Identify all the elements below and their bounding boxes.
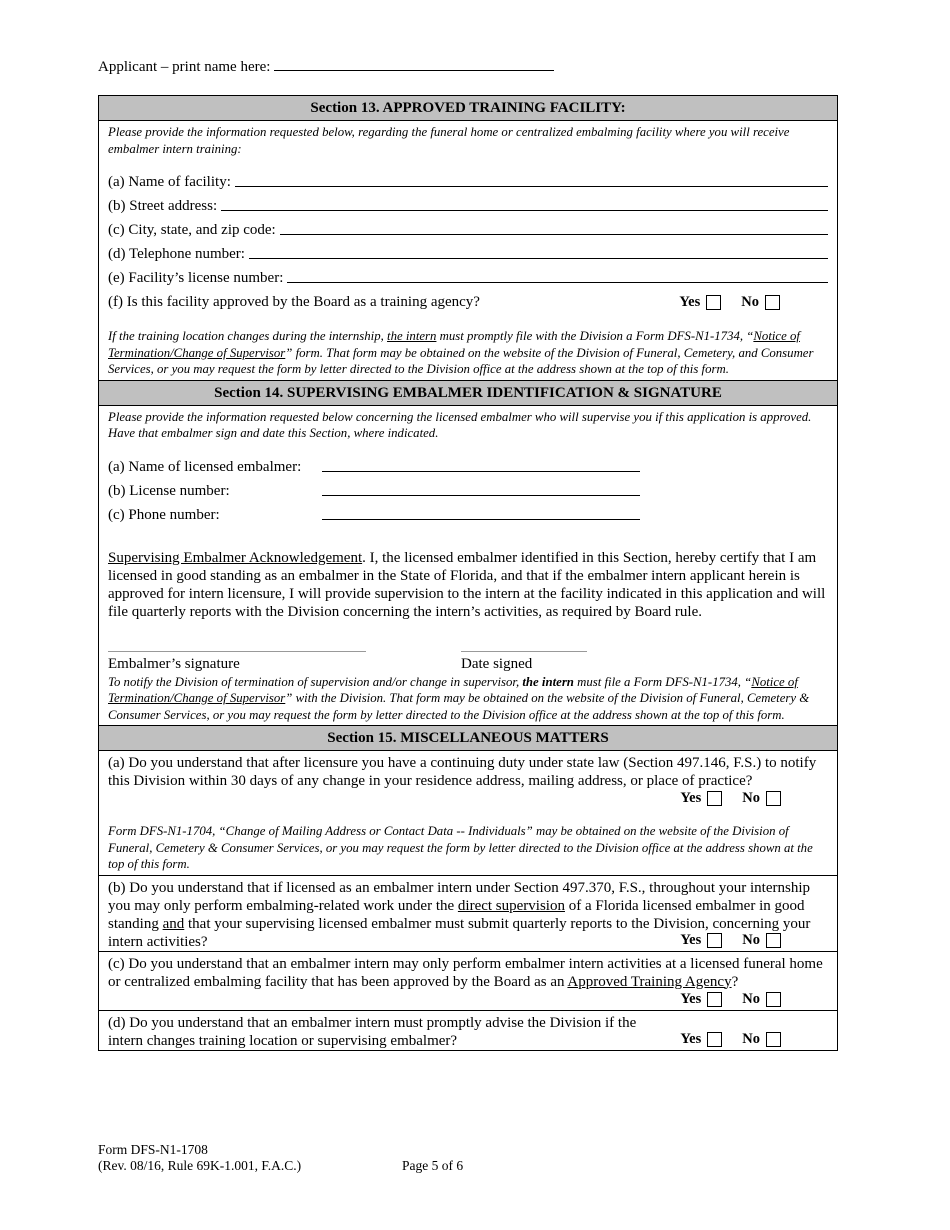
city-state-zip-label: (c) City, state, and zip code: — [108, 222, 276, 238]
no-label: No — [742, 931, 760, 948]
section-14-intro: Please provide the information requested below concerning the licensed embalmer who will supervise you if this application is approved. Have that embalmer sign and date this Section, where indicated. — [108, 409, 812, 440]
question-b-block — [99, 876, 837, 952]
no-label: No — [742, 990, 760, 1007]
embalmer-signature — [108, 651, 461, 673]
question-b-text: (b) Do you understand that if licensed as an embalmer intern under Section 497.370, F.S., throughout your internship you may only perform embalming-related work under the direct supervision of a Florida licensed embalmer in good standing and that your supervising licensed embalmer must submit quarterly reports to the Division, concerning your intern activities? — [108, 879, 811, 950]
yes-checkbox[interactable] — [707, 1032, 722, 1047]
no-checkbox[interactable] — [765, 295, 780, 310]
yes-label: Yes — [680, 790, 702, 806]
acknowledgement-title: Supervising Embalmer Acknowledgement — [108, 549, 363, 566]
yes-checkbox[interactable] — [706, 295, 721, 310]
no-checkbox[interactable] — [766, 791, 781, 806]
page-number: Page 5 of 6 — [402, 1158, 464, 1173]
embalmer-phone-row — [99, 503, 837, 527]
question-a-note: Form DFS-N1-1704, “Change of Mailing Address or Contact Data -- Individuals” may be obtained on the website of the Division of Funeral, Cemetery & Consumer Services, or you may request the form by letter directed to the Division office at the address shown at the top of this form. — [108, 824, 813, 871]
date-line[interactable] — [461, 651, 587, 652]
yes-label: Yes — [680, 1030, 702, 1047]
question-a-answer — [99, 790, 837, 809]
yes-label: Yes — [679, 294, 701, 310]
embalmer-name-label: (a) Name of licensed embalmer: — [108, 458, 302, 475]
no-checkbox[interactable] — [766, 1032, 781, 1047]
yes-label: Yes — [680, 931, 702, 948]
no-checkbox[interactable] — [766, 992, 781, 1007]
facility-license-label: (e) Facility’s license number: — [108, 270, 284, 286]
applicant-name-row — [98, 56, 554, 76]
embalmer-license-field[interactable] — [322, 494, 640, 496]
embalmer-phone-label: (c) Phone number: — [108, 506, 220, 523]
street-address-row — [99, 194, 837, 218]
embalmer-name-row — [99, 455, 837, 479]
question-a-block — [99, 751, 837, 876]
date-signed — [461, 651, 587, 673]
yes-checkbox[interactable] — [707, 992, 722, 1007]
embalmer-name-field[interactable] — [322, 470, 640, 472]
question-c-text: (c) Do you understand that an embalmer intern may only perform embalmer intern activities at a licensed funeral home or centralized embalming facility that has been approved by the Board as an Approved Training Agency? — [108, 955, 823, 990]
embalmer-license-label: (b) License number: — [108, 482, 230, 499]
facility-name-field[interactable] — [235, 185, 828, 187]
city-state-zip-field[interactable] — [280, 233, 828, 235]
telephone-field[interactable] — [249, 257, 828, 259]
street-address-label: (b) Street address: — [108, 198, 218, 214]
telephone-row — [99, 242, 837, 266]
question-d-block — [99, 1011, 837, 1050]
facility-license-field[interactable] — [287, 281, 828, 283]
no-label: No — [742, 790, 760, 806]
facility-name-label: (a) Name of facility: — [108, 174, 231, 190]
form-number: Form DFS-N1-1708 — [98, 1142, 208, 1157]
approved-agency-yes-no — [679, 290, 780, 314]
facility-license-row — [99, 266, 837, 290]
date-label: Date signed — [461, 655, 533, 672]
section-13-title: Section 13. APPROVED TRAINING FACILITY: — [99, 96, 837, 121]
question-d-text: (d) Do you understand that an embalmer intern must promptly advise the Division if the intern changes training location or supervising embalmer? — [108, 1014, 637, 1049]
signature-row — [99, 651, 837, 673]
embalmer-acknowledgement: Supervising Embalmer Acknowledgement. I, the licensed embalmer identified in this Section, hereby certify that I am licensed in good standing as an embalmer in the State of Florida, and that if the embalmer intern applicant herein is approved for intern licensure, I will provide supervision to the intern at the facility indicated in this application and will file quarterly reports with the Division concerning the intern’s activities, as required by Board rule. — [108, 549, 826, 620]
city-state-zip-row — [99, 218, 837, 242]
facility-name-row — [99, 170, 837, 194]
signature-label: Embalmer’s signature — [108, 655, 240, 672]
yes-checkbox[interactable] — [707, 791, 722, 806]
telephone-label: (d) Telephone number: — [108, 246, 245, 262]
form-footer — [98, 1142, 301, 1174]
approved-agency-question: (f) Is this facility approved by the Board as a training agency? — [108, 294, 480, 310]
question-a-text: (a) Do you understand that after licensure you have a continuing duty under state law (Section 497.146, F.S.) to notify this Division within 30 days of any change in your residence address, mailing address, or place of practice? — [108, 755, 817, 789]
section-15-title: Section 15. MISCELLANEOUS MATTERS — [99, 725, 837, 751]
form-revision: (Rev. 08/16, Rule 69K-1.001, F.A.C.) — [98, 1158, 302, 1173]
question-c-block — [99, 952, 837, 1011]
yes-label: Yes — [680, 990, 702, 1007]
embalmer-phone-field[interactable] — [322, 518, 640, 520]
form-body — [98, 95, 838, 1051]
no-label: No — [742, 1030, 760, 1047]
street-address-field[interactable] — [221, 209, 828, 211]
section-14-note: To notify the Division of termination of supervision and/or change in supervisor, the intern must file a Form DFS-N1-1734, “Notice of Termination/Change of Supervisor” with the Division. That form may be obtained on the website of the Division of Funeral, Cemetery & Consumer Services, or you may request the form by letter directed to the Division office at the address shown at the top of this form. — [108, 674, 810, 722]
no-label: No — [741, 294, 759, 310]
section-13-note: If the training location changes during the internship, the intern must promptly file with the Division a Form DFS-N1-1734, “Notice of Termination/Change of Supervisor” form. That form may be obtained on the website of the Division of Funeral, Cemetery, and Consumer Services, or you may request the form by letter directed to the Division office at the address shown at the top of this form. — [108, 329, 814, 376]
approved-agency-row — [99, 290, 837, 314]
section-13-intro: Please provide the information requested below, regarding the funeral home or centralized embalming facility where you will receive embalmer intern training: — [108, 125, 790, 156]
embalmer-license-row — [99, 479, 837, 503]
applicant-name-field[interactable] — [274, 56, 554, 71]
signature-line[interactable] — [108, 651, 366, 652]
section-14-title: Section 14. SUPERVISING EMBALMER IDENTIFICATION & SIGNATURE — [99, 380, 837, 406]
question-c-answer — [99, 991, 837, 1010]
applicant-name-label: Applicant – print name here: — [98, 59, 271, 75]
